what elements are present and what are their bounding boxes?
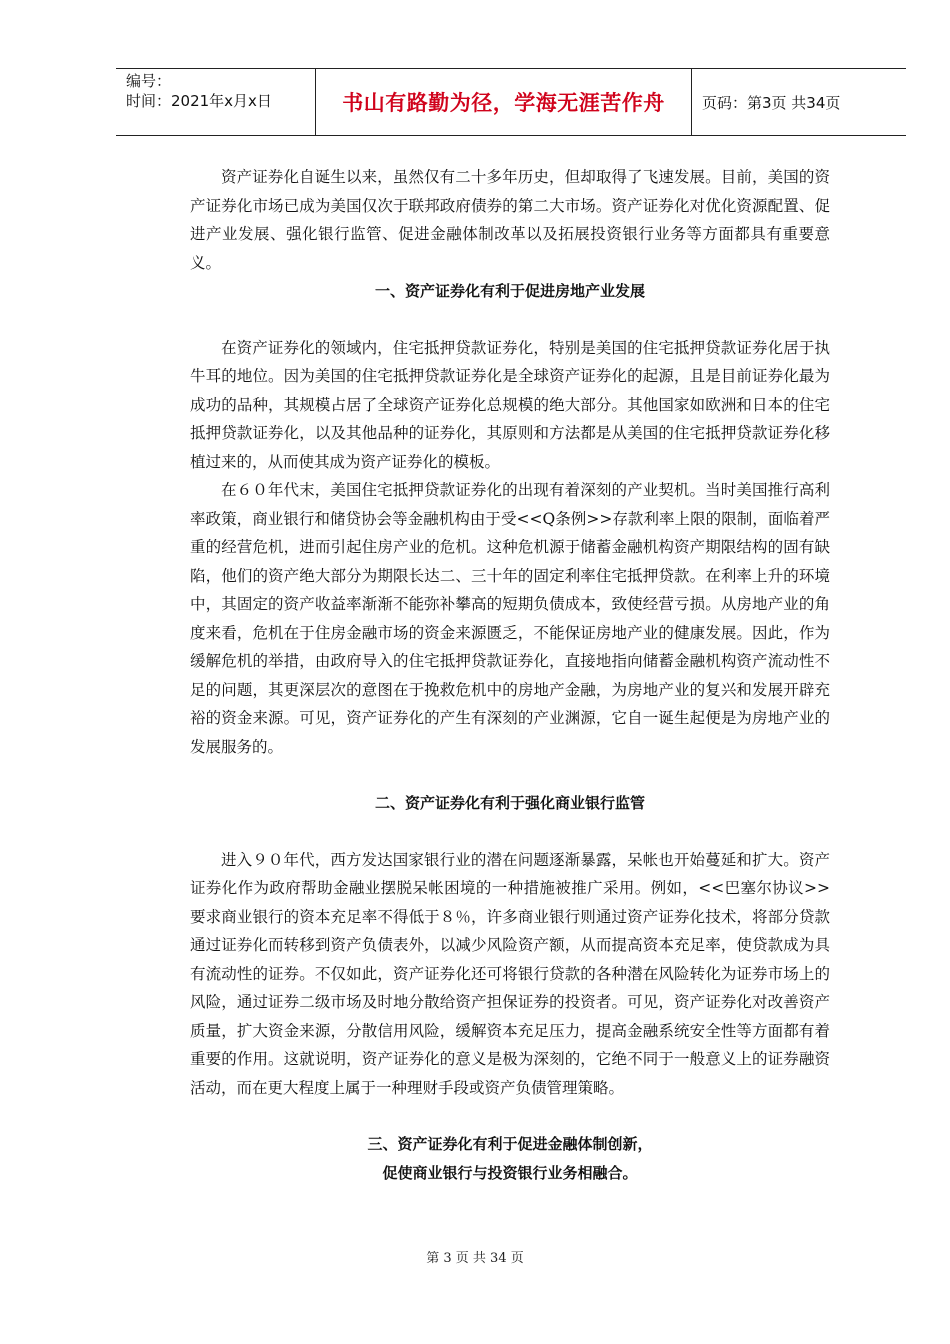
body-paragraph-2: 在６０年代末，美国住宅抵押贷款证券化的出现有着深刻的产业契机。当时美国推行高利率政策，商业银行和储贷协会等金融机构由于受<<Q条例>>存款利率上限的限制，面临着严重的经营危机，进而引起住房产业的危机。这种危机源于储蓄金融机构资产期限结构的固有缺陷，他们的资产绝大部分为期限长达二、三十年的固定利率住宅抵押贷款。在利率上升的环境中，其固定的资产收益率渐渐不能弥补攀高的短期负债成本，致使经营亏损。从房地产业的角度来看，危机在于住房金融市场的资金来源匮乏，不能保证房地产业的健康发展。因此，作为缓解危机的举措，由政府导入的住宅抵押贷款证券化，直接地指向储蓄金融机构资产流动性不足的问题，其更深层次的意图在于挽救危机中的房地产金融，为房地产业的复兴和发展开辟充裕的资金来源。可见，资产证券化的产生有深刻的产业渊源，它自一诞生起便是为房地产业的发展服务的。 bbox=[190, 481, 830, 756]
header-motto: 书山有路勤为径，学海无涯苦作舟 bbox=[316, 69, 692, 135]
section-heading-3-line2: 促使商业银行与投资银行业务相融合。 bbox=[382, 1163, 638, 1182]
document-body bbox=[190, 163, 830, 1187]
body-paragraph-3: 进入９０年代，西方发达国家银行业的潜在问题逐渐暴露，呆帐也开始蔓延和扩大。资产证券化作为政府帮助金融业摆脱呆帐困境的一种措施被推广采用。例如，<<巴塞尔协议>>要求商业银行的资本充足率不得低于８％，许多商业银行则通过资产证券化技术，将部分贷款通过证券化而转移到资产负债表外，以减少风险资产额，从而提高资本充足率，使贷款成为具有流动性的证券。不仅如此，资产证券化还可将银行贷款的各种潜在风险转化为证券市场上的风险，通过证券二级市场及时地分散给资产担保证券的投资者。可见，资产证券化对改善资产质量，扩大资金来源，分散信用风险，缓解资本充足压力，提高金融系统安全性等方面都有着重要的作用。这就说明，资产证券化的意义是极为深刻的，它绝不同于一般意义上的证券融资活动，而在更大程度上属于一种理财手段或资产负债管理策略。 bbox=[190, 850, 830, 1097]
header-meta bbox=[116, 69, 316, 135]
spacer bbox=[190, 761, 830, 789]
body-paragraph-1: 在资产证券化的领域内，住宅抵押贷款证券化，特别是美国的住宅抵押贷款证券化居于执牛耳的地位。因为美国的住宅抵押贷款证券化是全球资产证券化的起源，且是目前证券化最为成功的品种，其规模占居了全球资产证券化总规模的绝大部分。其他国家如欧洲和日本的住宅抵押贷款证券化，以及其他品种的证券化，其原则和方法都是从美国的住宅抵押贷款证券化移植过来的，从而使其成为资产证券化的模板。 bbox=[190, 338, 830, 471]
section-heading-2: 二、资产证券化有利于强化商业银行监管 bbox=[374, 794, 645, 812]
time-label: 时间：2021年x月x日 bbox=[126, 92, 272, 110]
intro-paragraph: 资产证券化自诞生以来，虽然仅有二十多年历史，但却取得了飞速发展。目前，美国的资产证券化市场已成为美国仅次于联邦政府债券的第二大市场。资产证券化对优化资源配置、促进产业发展、强化银行监管、促进金融体制改革以及拓展投资银行业务等方面都具有重要意义。 bbox=[190, 168, 830, 272]
spacer bbox=[190, 1102, 830, 1130]
page-footer: 第 3 页 共 34 页 bbox=[426, 1251, 524, 1266]
spacer bbox=[190, 818, 830, 846]
section-heading-3-line1: 三、资产证券化有利于促进金融体制创新， bbox=[367, 1135, 653, 1153]
spacer bbox=[190, 306, 830, 334]
page-header bbox=[116, 68, 906, 136]
header-page-info: 页码：第3页 共34页 bbox=[702, 93, 841, 112]
section-heading-1: 一、资产证券化有利于促进房地产业发展 bbox=[374, 282, 645, 300]
number-label: 编号： bbox=[126, 72, 172, 90]
